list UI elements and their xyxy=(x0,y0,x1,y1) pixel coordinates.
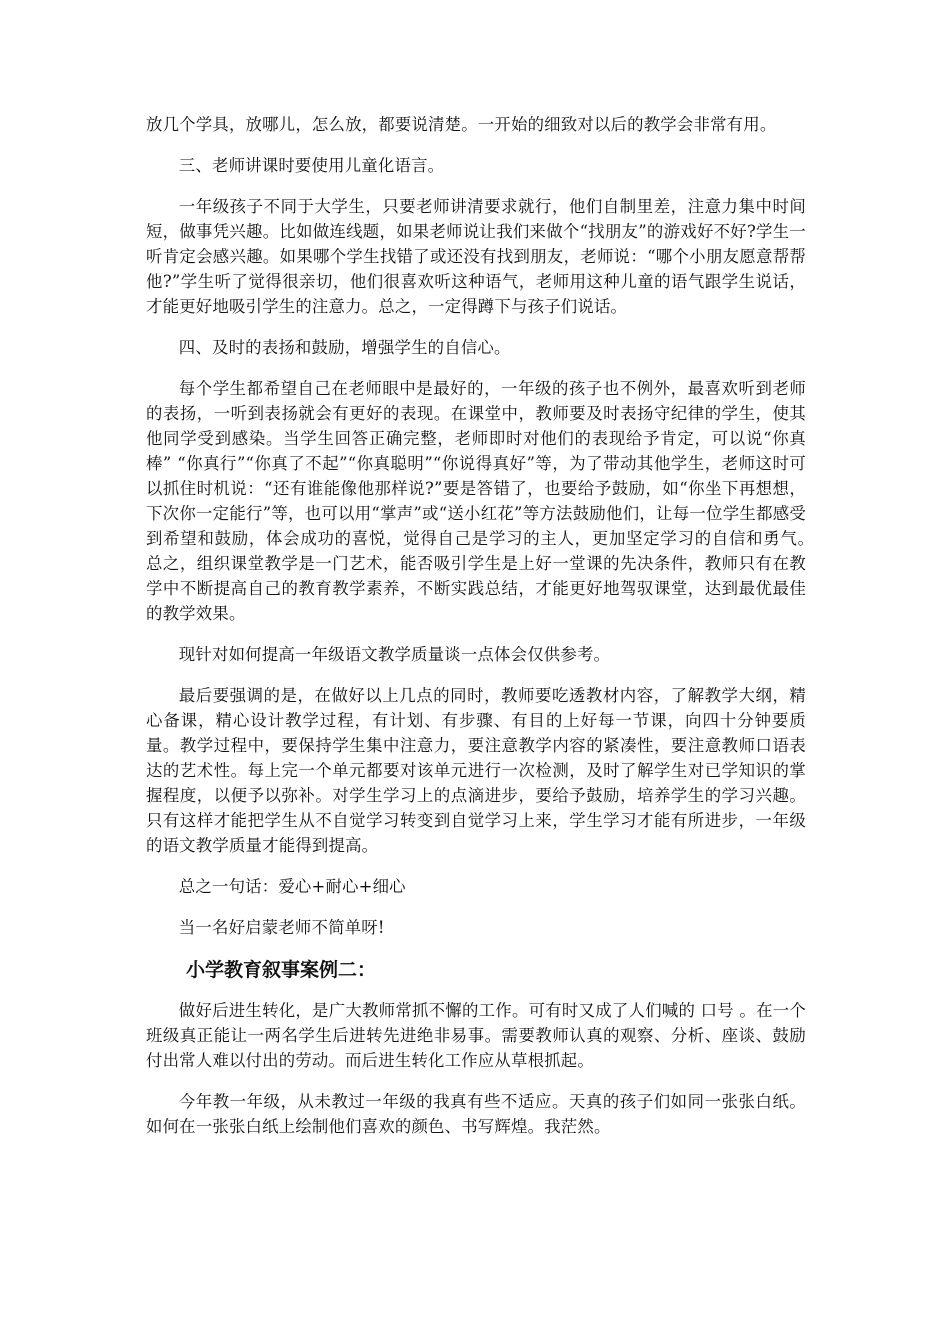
case-heading: 小学教育叙事案例二： xyxy=(186,959,377,981)
paragraph-continuation: 放几个学具，放哪儿，怎么放，都要说清楚。一开始的细致对以后的教学会非常有用。 xyxy=(146,115,777,134)
paragraph-case2-intro: 做好后进生转化，是广大教师常抓不懈的工作。可有时又成了人们喊的 口号 。在一个班级真正能让一两名学生后进转先进绝非易事。需要教师认真的观察、分析、座谈、鼓励付出常人难以付出的劳动。而后进生转化工作应从草根抓起。 xyxy=(146,1001,806,1070)
paragraph-child-language: 一年级孩子不同于大学生，只要老师讲清要求就行，他们自制里差，注意力集中时间短，做事凭兴趣。比如做连线题，如果老师说让我们来做个“找朋友”的游戏好不好?学生一听肯定会感兴趣。如果哪个学生找错了或还没有找到朋友，老师说：“哪个小朋友愿意帮帮他?”学生听了觉得很亲切，他们很喜欢听这种语气，老师用这种儿童的语气跟学生说话，才能更好地吸引学生的注意力。总之，一定得蹲下与孩子们说话。 xyxy=(146,197,806,316)
paragraph-closing: 当一名好启蒙老师不简单呀! xyxy=(178,918,385,937)
paragraph-praise: 每个学生都希望自己在老师眼中是最好的，一年级的孩子也不例外，最喜欢听到老师的表扬，一听到表扬就会有更好的表现。在课堂中，教师要及时表扬守纪律的学生，使其他同学受到感染。当学生回答正确完整，老师即时对他们的表现给予肯定，可以说“你真棒” “你真行”“你真了不起”“你真聪明”“你说得真好”等，为了带动其他学生，老师这时可以抓住时机说：“还有谁能像他那样说?”要是答错了，也要给予鼓励，如“你坐下再想想，下次你一定能行”等，也可以用“掌声”或“送小红花”等方法鼓励他们，让每一位学生都感受到希望和鼓励，体会成功的喜悦，觉得自己是学习的主人，更加坚定学习的自信和勇气。 总之，组织课堂教学是一门艺术，能否吸引学生是上好一堂课的先决条件，教师只有在教学中不断提高自己的教育教学素养，不断实践总结，才能更好地驾驭课堂，达到最优最佳的教学效果。 xyxy=(146,379,840,623)
paragraph-summary: 总之一句话：爱心+耐心+细心 xyxy=(178,877,406,896)
paragraph-intro-experience: 现针对如何提高一年级语文教学质量谈一点体会仅供参考。 xyxy=(178,645,611,664)
paragraph-emphasis: 最后要强调的是，在做好以上几点的同时，教师要吃透教材内容，了解教学大纲，精心备课，精心设计教学过程，有计划、有步骤、有目的上好每一节课，向四十分钟要质量。教学过程中，要保持学生集中注意力，要注意教学内容的紧凑性，要注意教师口语表达的艺术性。每上完一个单元都要对该单元进行一次检测，及时了解学生对已学知识的掌握程度，以便予以弥补。对学生学习上的点滴进步，要给予鼓励，培养学生的学习兴趣。只有这样才能把学生从不自觉学习转变到自觉学习上来，学生学习才能有所进步，一年级的语文教学质量才能得到提高。 xyxy=(146,686,806,855)
section-heading-3: 三、老师讲课时要使用儿童化语言。 xyxy=(178,156,445,175)
document-body xyxy=(146,112,840,1155)
section-heading-4: 四、及时的表扬和鼓励，增强学生的自信心。 xyxy=(178,338,511,357)
paragraph-case2-first-grade: 今年教一年级，从未教过一年级的我真有些不适应。天真的孩子们如同一张张白纸。如何在一张张白纸上绘制他们喜欢的颜色、书写辉煌。我茫然。 xyxy=(146,1092,806,1136)
